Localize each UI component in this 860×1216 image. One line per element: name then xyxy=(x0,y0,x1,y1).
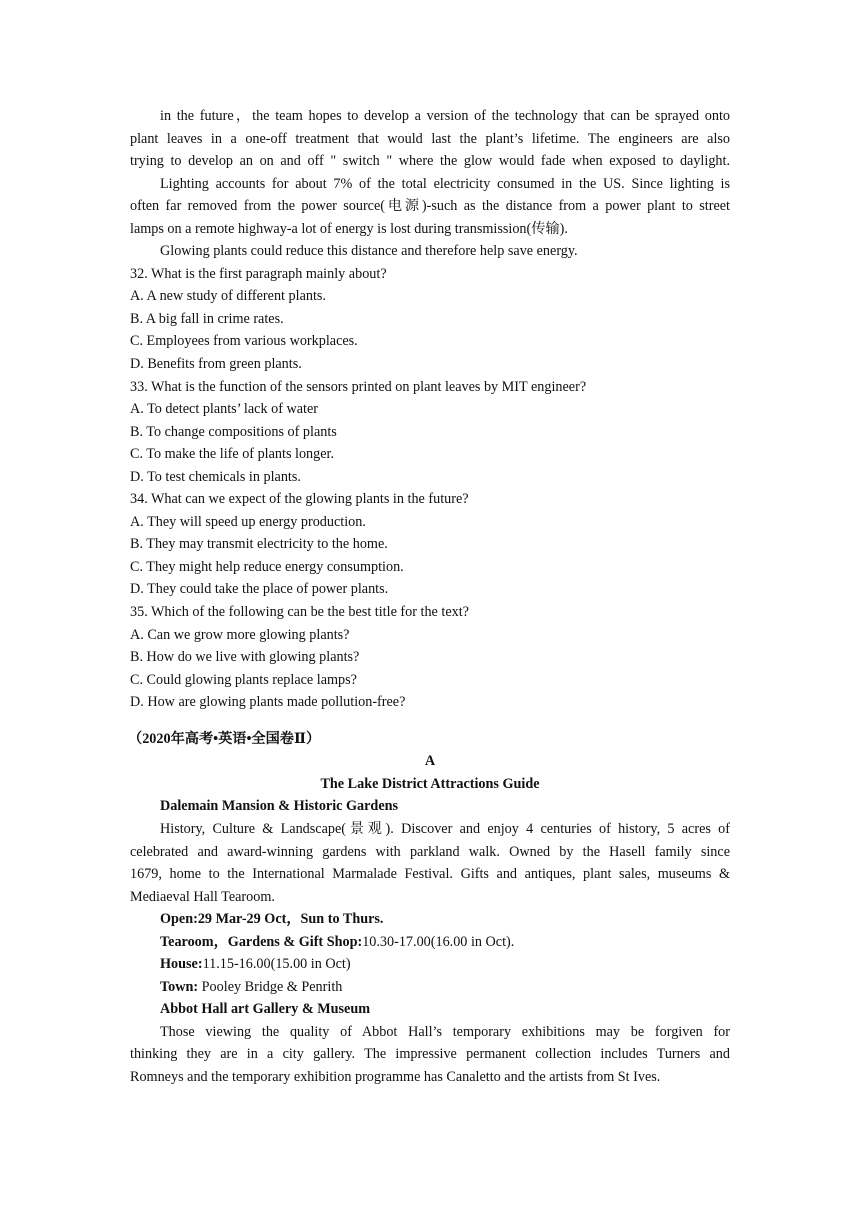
passage-end xyxy=(130,105,730,263)
open-hours: Open:29 Mar-29 Oct，Sun to Thurs. xyxy=(160,911,384,928)
question-34 xyxy=(130,488,730,601)
abbot-hall-section xyxy=(130,998,730,1088)
option-a: A. They will speed up energy production. xyxy=(130,513,366,530)
question-35 xyxy=(130,601,730,714)
town-value: Pooley Bridge & Penrith xyxy=(198,978,343,995)
document-body xyxy=(130,105,730,1089)
option-d: D. To test chemicals in plants. xyxy=(130,468,301,485)
attraction-desc-line: 1679, home to the International Marmalade Festival. Gifts and antiques, plant sales, museums & xyxy=(130,866,730,883)
attraction-desc-line: thinking they are in a city gallery. The impressive permanent collection includes Turners and xyxy=(130,1046,730,1063)
option-c: C. To make the life of plants longer. xyxy=(130,446,335,463)
option-d: D. Benefits from green plants. xyxy=(130,356,302,373)
attraction-desc-line: History, Culture & Landscape(景观). Discover and enjoy 4 centuries of history, 5 acres of xyxy=(160,820,730,837)
passage-line: often far removed from the power source(电源)-such as the distance from a power plant to street xyxy=(130,198,730,215)
passage-line: trying to develop an on and off " switch " where the glow would fade when exposed to daylight. xyxy=(130,153,730,170)
tearoom-hours xyxy=(130,931,730,954)
attraction-desc-line: Those viewing the quality of Abbot Hall’s temporary exhibitions may be forgiven for xyxy=(160,1023,730,1040)
dalemain-section xyxy=(130,795,730,998)
option-a: A. A new study of different plants. xyxy=(130,288,326,305)
guide-title: The Lake District Attractions Guide xyxy=(320,775,540,792)
question-33 xyxy=(130,376,730,489)
option-c: C. Employees from various workplaces. xyxy=(130,333,358,350)
option-b: B. A big fall in crime rates. xyxy=(130,310,284,327)
tearoom-value: 10.30-17.00(16.00 in Oct). xyxy=(362,933,515,950)
house-hours xyxy=(130,953,730,976)
option-c: C. Could glowing plants replace lamps? xyxy=(130,671,357,688)
option-c: C. They might help reduce energy consumption. xyxy=(130,558,404,575)
option-a: A. Can we grow more glowing plants? xyxy=(130,626,350,643)
question-stem: 32. What is the first paragraph mainly about? xyxy=(130,265,387,282)
attraction-heading: Dalemain Mansion & Historic Gardens xyxy=(160,798,399,815)
question-stem: 34. What can we expect of the glowing plants in the future? xyxy=(130,491,469,508)
option-d: D. How are glowing plants made pollution-free? xyxy=(130,694,406,711)
attraction-heading: Abbot Hall art Gallery & Museum xyxy=(160,1001,371,1018)
attraction-desc-line: Mediaeval Hall Tearoom. xyxy=(130,888,275,905)
town-info xyxy=(130,976,730,999)
passage-line: plant leaves in a one-off treatment that would last the plant’s lifetime. The engineers are also xyxy=(130,130,730,147)
tearoom-label: Tearoom，Gardens & Gift Shop: xyxy=(160,933,363,950)
attraction-desc-line: celebrated and award-winning gardens with parkland walk. Owned by the Hasell family since xyxy=(130,843,730,860)
option-b: B. How do we live with glowing plants? xyxy=(130,649,360,666)
section-letter: A xyxy=(424,753,436,770)
question-32 xyxy=(130,263,730,376)
option-d: D. They could take the place of power plants. xyxy=(130,581,389,598)
option-b: B. To change compositions of plants xyxy=(130,423,337,440)
passage-line: in the future，the team hopes to develop a version of the technology that can be sprayed onto xyxy=(160,108,730,124)
house-label: House: xyxy=(160,956,203,973)
passage-line: Glowing plants could reduce this distance and therefore help save energy. xyxy=(160,243,578,260)
attraction-desc-line: Romneys and the temporary exhibition programme has Canaletto and the artists from St Ives. xyxy=(130,1068,661,1085)
house-value: 11.15-16.00(15.00 in Oct) xyxy=(202,956,351,973)
question-stem: 33. What is the function of the sensors printed on plant leaves by MIT engineer? xyxy=(130,378,587,395)
question-stem: 35. Which of the following can be the best title for the text? xyxy=(130,604,469,621)
option-a: A. To detect plants’ lack of water xyxy=(130,401,318,418)
option-b: B. They may transmit electricity to the home. xyxy=(130,536,388,553)
exam-source-label: （2020年高考•英语•全国卷Ⅱ） xyxy=(128,730,321,747)
passage-line: Lighting accounts for about 7% of the total electricity consumed in the US. Since lighting is xyxy=(160,175,730,192)
town-label: Town: xyxy=(160,978,199,995)
passage-line: lamps on a remote highway-a lot of energy is lost during transmission(传输). xyxy=(130,220,568,237)
